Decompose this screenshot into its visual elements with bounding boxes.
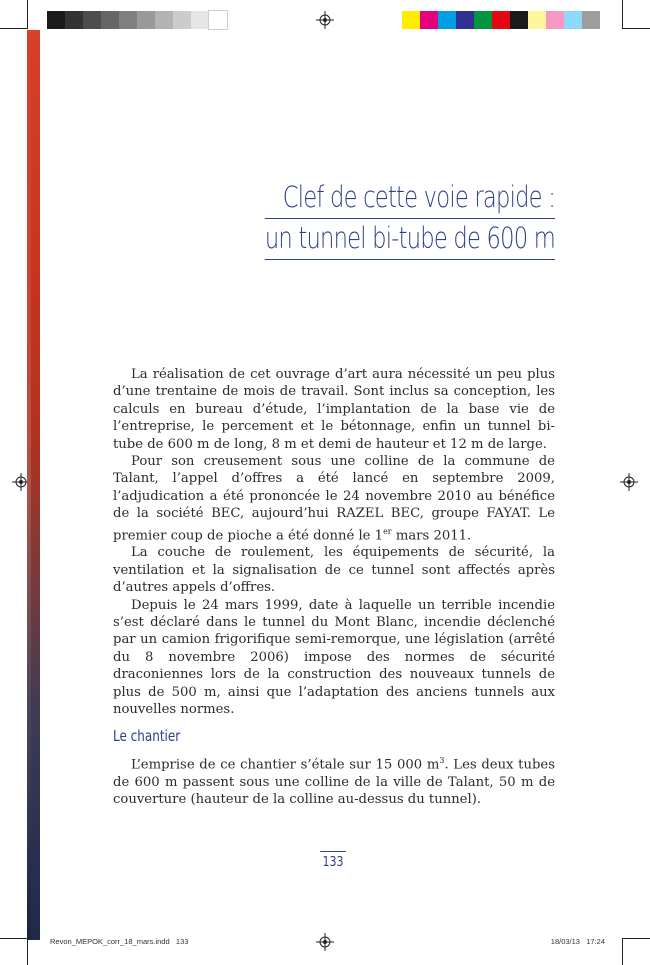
print-slug-date: 18/03/13 17:24: [550, 937, 605, 946]
color-swatch: [510, 11, 528, 29]
superscript: er: [383, 526, 392, 536]
color-swatch: [546, 11, 564, 29]
color-swatch: [492, 11, 510, 29]
crop-mark: [27, 938, 28, 965]
crop-mark: [622, 938, 623, 965]
gray-calibration-bar: [47, 11, 227, 29]
color-swatch: [65, 11, 83, 29]
color-swatch: [119, 11, 137, 29]
color-swatch: [155, 11, 173, 29]
color-swatch: [582, 11, 600, 29]
superscript: 3: [439, 756, 445, 765]
title-line-1: Clef de cette voie rapide :: [265, 178, 555, 219]
paragraph: [113, 453, 555, 544]
crop-mark: [622, 938, 650, 939]
page-number: 133: [320, 851, 346, 870]
print-slug-filename: Revon_MEPOK_corr_18_mars.indd 133: [50, 937, 189, 946]
title-line-2: un tunnel bi-tube de 600 m: [265, 219, 555, 260]
color-swatch: [83, 11, 101, 29]
color-swatch: [420, 11, 438, 29]
color-swatch: [137, 11, 155, 29]
color-swatch: [528, 11, 546, 29]
color-swatch: [47, 11, 65, 29]
section-heading: Le chantier: [113, 727, 181, 745]
color-swatch: [209, 11, 227, 29]
crop-mark: [27, 0, 28, 28]
color-swatch: [438, 11, 456, 29]
color-swatch: [173, 11, 191, 29]
paragraph-text: . Les deux tubes de 600 m passent sous une colline de la ville de Talant, 50 m de couverture (hauteur de la colline au-dessus du tunnel).: [113, 757, 555, 808]
color-swatch: [474, 11, 492, 29]
color-swatch: [191, 11, 209, 29]
paragraph: [113, 752, 555, 809]
paragraph-text: mars 2011.: [391, 528, 472, 544]
body-text: [113, 366, 555, 719]
registration-mark-icon: [316, 11, 334, 29]
color-swatch: [402, 11, 420, 29]
registration-mark-icon: [620, 473, 638, 491]
crop-mark: [622, 0, 623, 28]
section-body-text: [113, 752, 555, 809]
crop-mark: [0, 938, 28, 939]
page-title: [265, 178, 555, 260]
paragraph-text: L’emprise de ce chantier s’étale sur 15 000 m: [131, 757, 440, 773]
paragraph: La réalisation de cet ouvrage d’art aura nécessité un peu plus d’une trentaine de mois de travail. Sont inclus sa conception, les calculs en bureau d’étude, l’implantation de la base vie de l’entreprise, le percement et le bétonnage, enfin un tunnel bi-tube de 600 m de long, 8 m et demi de hauteur et 12 m de large.: [113, 367, 555, 452]
edge-photo-strip: [27, 30, 40, 940]
registration-mark-icon: [316, 933, 334, 951]
color-swatch: [564, 11, 582, 29]
color-swatch: [456, 11, 474, 29]
paragraph: Depuis le 24 mars 1999, date à laquelle un terrible incendie s’est déclaré dans le tunnel du Mont Blanc, incendie déclenché par un camion frigorifique semi-remorque, une législation (arrêté du 8 novembre 2006) impose des normes de sécurité draconiennes lors de la construction des nouveaux tunnels de plus de 500 m, ainsi que l’adaptation des anciens tunnels aux nouvelles normes.: [113, 597, 555, 718]
color-calibration-bar: [402, 11, 600, 29]
paragraph: La couche de roulement, les équipements de sécurité, la ventilation et la signalisation de ce tunnel sont affectés après d’autres appels d’offres.: [113, 545, 555, 596]
paragraph-text: Pour son creusement sous une colline de la commune de Talant, l’appel d’offres a été lancé en septembre 2009, l’adjudication a été prononcée le 24 novembre 2010 au bénéfice de la société BEC, aujourd’hui RAZEL BEC, groupe FAYAT. Le premier coup de pioche a été donné le 1: [113, 454, 555, 544]
crop-mark: [0, 28, 28, 29]
crop-mark: [622, 28, 650, 29]
color-swatch: [101, 11, 119, 29]
